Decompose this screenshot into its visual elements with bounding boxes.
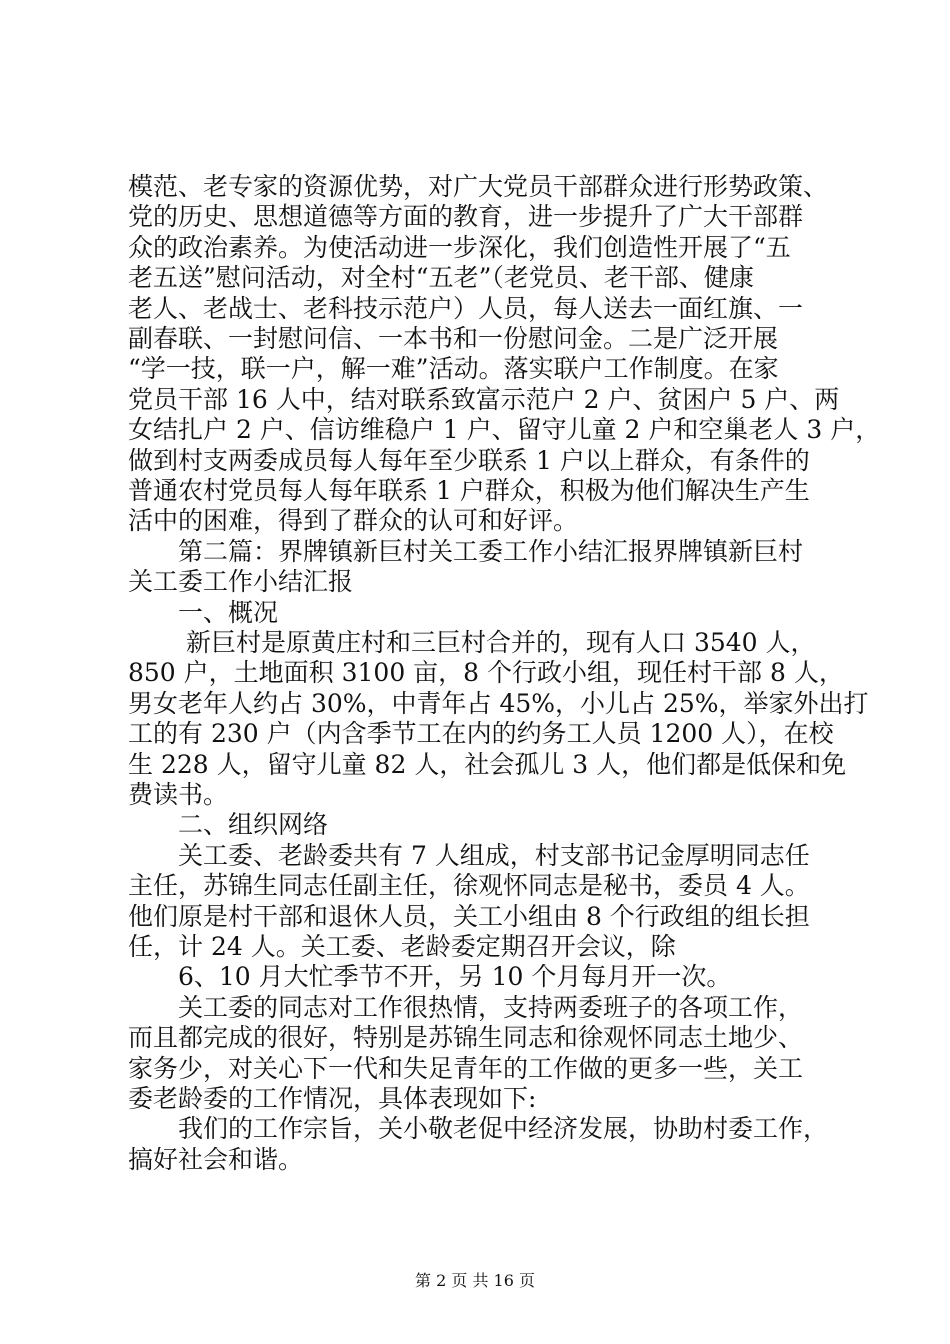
text-line: 关工委的同志对工作很热情，支持两委班子的各项工作， — [178, 993, 804, 1022]
subsection-heading: 一、概况 — [178, 598, 279, 627]
text-line: 男女老年人约占 30%，中青年占 45%，小儿占 25%，举家外出打 — [128, 689, 869, 718]
text-line: 老人、老战士、老科技示范户）人员，每人送去一面红旗、一 — [128, 294, 804, 323]
text-line: 生 228 人，留守儿童 82 人，社会孤儿 3 人，他们都是低保和免 — [128, 750, 847, 779]
text-line: 6、10 月大忙季节不开，另 10 个月每月开一次。 — [178, 962, 732, 991]
section-heading: 第二篇：界牌镇新巨村关工委工作小结汇报界牌镇新巨村 — [178, 537, 804, 566]
text-line: “学一技，联一户，解一难”活动。落实联户工作制度。在家 — [128, 354, 779, 383]
text-line: 做到村支两委成员每人每年至少联系 1 户以上群众，有条件的 — [128, 446, 810, 475]
text-line: 委老龄委的工作情况，具体表现如下: — [128, 1084, 537, 1113]
subsection-heading: 二、组织网络 — [178, 810, 329, 839]
text-line: 费读书。 — [128, 780, 229, 809]
text-line: 主任，苏锦生同志任副主任，徐观怀同志是秘书，委员 4 人。 — [128, 871, 810, 900]
text-line: 我们的工作宗旨，关小敬老促中经济发展，协助村委工作， — [178, 1114, 829, 1143]
text-line: 850 户，土地面积 3100 亩，8 个行政小组，现任村干部 8 人， — [128, 658, 844, 687]
text-line: 任，计 24 人。关工委、老龄委定期召开会议，除 — [128, 932, 676, 961]
text-line: 关工委、老龄委共有 7 人组成，村支部书记金厚明同志任 — [178, 841, 810, 870]
text-line: 工的有 230 户（内含季节工在内的约务工人员 1200 人），在校 — [128, 719, 834, 748]
text-line: 搞好社会和谐。 — [128, 1145, 304, 1174]
text-line: 党的历史、思想道德等方面的教育，进一步提升了广大干部群 — [128, 202, 804, 231]
text-line: 女结扎户 2 户、信访维稳户 1 户、留守儿童 2 户和空巢老人 3 户， — [128, 415, 881, 444]
text-line: 而且都完成的很好，特别是苏锦生同志和徐观怀同志土地少、 — [128, 1023, 804, 1052]
text-line: 家务少，对关心下一代和失足青年的工作做的更多一些，关工 — [128, 1054, 804, 1083]
text-line: 众的政治素养。为使活动进一步深化，我们创造性开展了“五 — [128, 233, 791, 262]
section-heading: 关工委工作小结汇报 — [128, 567, 354, 596]
text-line: 副春联、一封慰问信、一本书和一份慰问金。二是广泛开展 — [128, 324, 779, 353]
text-line: 他们原是村干部和退休人员，关工小组由 8 个行政组的组长担 — [128, 902, 810, 931]
text-line: 党员干部 16 人中，结对联系致富示范户 2 户、贫困户 5 户、两 — [128, 385, 840, 414]
text-line: 活中的困难，得到了群众的认可和好评。 — [128, 506, 579, 535]
text-line: 模范、老专家的资源优势，对广大党员干部群众进行形势政策、 — [128, 172, 829, 201]
text-line: 普通农村党员每人每年联系 1 户群众，积极为他们解决生产生 — [128, 476, 810, 505]
text-line: 老五送”慰问活动，对全村“五老”（老党员、老干部、健康 — [128, 263, 754, 292]
page-footer: 第 2 页 共 16 页 — [415, 1271, 535, 1290]
text-line: 新巨村是原黄庄村和三巨村合并的，现有人口 3540 人， — [186, 628, 816, 657]
